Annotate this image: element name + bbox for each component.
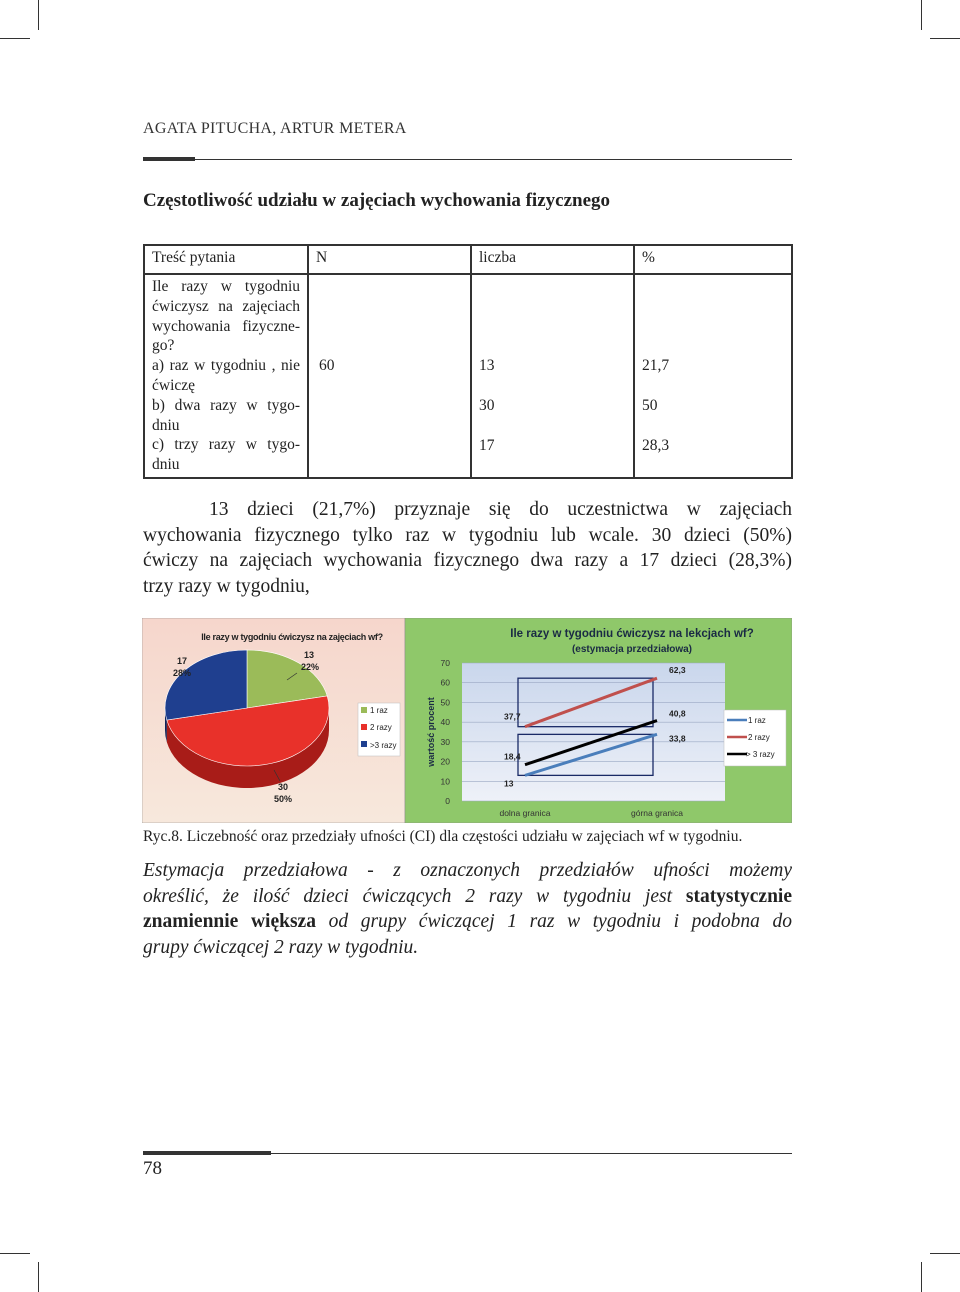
question-line: Ile razy w tygodniu bbox=[152, 278, 300, 295]
question-line: a) raz w tygodniu , nie bbox=[152, 357, 300, 375]
line-legend-label: 1 raz bbox=[748, 716, 766, 725]
pie-label: 13 bbox=[303, 650, 315, 660]
pie-label: 28% bbox=[172, 668, 192, 678]
y-tick-label: 30 bbox=[440, 736, 450, 747]
y-tick-label: 60 bbox=[440, 677, 450, 688]
percent-value: 50 bbox=[642, 396, 658, 414]
paragraph-line: wychowania fizycznego tylko raz w tygodniu lub wcale. 30 dzieci (50%) bbox=[143, 524, 792, 546]
estymacja-line: grupy ćwiczącej 2 razy w tygodniu. bbox=[143, 936, 419, 958]
estymacja-line bbox=[143, 884, 792, 910]
footer-rule bbox=[143, 1153, 792, 1154]
pie-label: 22% bbox=[300, 662, 320, 672]
crop-mark bbox=[930, 38, 960, 39]
crop-mark bbox=[930, 1253, 960, 1254]
y-axis-label: wartość procent bbox=[426, 697, 436, 767]
liczba-value: 30 bbox=[479, 396, 495, 414]
data-label: 18,4 bbox=[504, 751, 521, 762]
running-header: AGATA PITUCHA, ARTUR METERA bbox=[143, 120, 407, 137]
pie-legend-label: 2 razy bbox=[370, 723, 392, 732]
figure-charts bbox=[142, 618, 792, 823]
n-value: 60 bbox=[319, 357, 335, 374]
x-tick-label: górna granica bbox=[631, 808, 683, 818]
estymacja-bold: statystycznie bbox=[685, 885, 792, 907]
table-row bbox=[144, 274, 792, 478]
crop-mark bbox=[0, 1253, 30, 1254]
liczba-cell bbox=[471, 274, 634, 478]
crop-mark bbox=[38, 0, 39, 30]
crop-mark bbox=[0, 38, 30, 39]
pie-label: 17 bbox=[176, 656, 188, 666]
data-label: 40,8 bbox=[669, 708, 686, 719]
estymacja-paragraph bbox=[143, 858, 792, 960]
data-label: 62,3 bbox=[669, 665, 686, 676]
body-paragraph bbox=[143, 497, 792, 599]
paragraph-line: ćwiczy na zajęciach wychowania fizycznego dwa razy a 17 dzieci (28,3%) bbox=[143, 550, 792, 572]
pie-title: Ile razy w tygodniu ćwiczysz na zajęciach wf? bbox=[201, 632, 383, 642]
question-line: wychowania fizyczne- bbox=[152, 317, 300, 335]
figure-caption: Ryc.8. Liczebność oraz przedziały ufności (CI) dla częstości udziału w zajęciach wf w tygodniu. bbox=[143, 828, 743, 845]
data-label: 33,8 bbox=[669, 733, 686, 744]
survey-table bbox=[143, 244, 793, 479]
question-line: dniu bbox=[152, 416, 180, 434]
question-line: go? bbox=[152, 337, 175, 355]
pie-legend-label: >3 razy bbox=[370, 741, 397, 750]
data-label: 37,7 bbox=[504, 711, 521, 722]
table-header-row bbox=[144, 245, 792, 274]
crop-mark bbox=[921, 1262, 922, 1292]
y-tick-label: 70 bbox=[440, 658, 450, 668]
question-line: ćwiczę bbox=[152, 376, 196, 394]
pie-legend-swatch bbox=[361, 741, 367, 747]
pie-label: 30 bbox=[277, 782, 289, 792]
question-line: ćwiczysz na zajęciach bbox=[152, 297, 300, 315]
percent-value: 21,7 bbox=[642, 357, 670, 374]
percent-cell bbox=[634, 274, 792, 478]
y-tick-label: 10 bbox=[440, 776, 450, 787]
line-chart-subtitle: (estymacja przedziałowa) bbox=[571, 644, 693, 655]
line-legend-label: 2 razy bbox=[748, 733, 770, 742]
pie-legend-label: 1 raz bbox=[370, 706, 388, 715]
data-label: 13 bbox=[504, 778, 514, 789]
crop-mark bbox=[38, 1262, 39, 1292]
section-title: Częstotliwość udziału w zajęciach wychowania fizycznego bbox=[143, 190, 611, 211]
table-header-cell: liczba bbox=[471, 245, 634, 274]
question-line: c) trzy razy w tygo- bbox=[152, 436, 300, 454]
estymacja-text: od grupy ćwiczącej 1 raz w tygodniu i podobna do bbox=[328, 911, 793, 933]
x-tick-label: dolna granica bbox=[499, 808, 551, 818]
y-tick-label: 40 bbox=[440, 717, 450, 728]
y-tick-label: 0 bbox=[445, 796, 450, 806]
plot-area bbox=[462, 663, 725, 801]
y-tick-label: 20 bbox=[440, 756, 450, 767]
paragraph-line: 13 dzieci (21,7%) przyznaje się do uczestnictwa w zajęciach bbox=[209, 499, 792, 520]
table-header-cell: N bbox=[308, 245, 471, 274]
liczba-value: 17 bbox=[479, 436, 495, 454]
percent-value: 28,3 bbox=[642, 436, 670, 454]
estymacja-line: Estymacja przedziałowa - z oznaczonych przedziałów ufności możemy bbox=[143, 860, 792, 881]
paragraph-line: trzy razy w tygodniu, bbox=[143, 575, 310, 597]
question-line: dniu bbox=[152, 456, 180, 474]
crop-mark bbox=[921, 0, 922, 30]
line-chart-title: Ile razy w tygodniu ćwiczysz na lekcjach wf? bbox=[510, 628, 754, 640]
table-header-cell: Treść pytania bbox=[144, 245, 308, 274]
pie-legend-swatch bbox=[361, 724, 367, 730]
table-header-cell: % bbox=[634, 245, 792, 274]
estymacja-bold: znamiennie większa bbox=[143, 911, 316, 933]
y-tick-label: 50 bbox=[440, 697, 450, 708]
header-rule bbox=[143, 159, 792, 160]
liczba-value: 13 bbox=[479, 357, 495, 374]
line-legend-label: > 3 razy bbox=[746, 750, 775, 759]
question-cell bbox=[144, 274, 308, 478]
pie-legend-swatch bbox=[361, 707, 367, 713]
page-number: 78 bbox=[143, 1158, 162, 1179]
estymacja-line bbox=[143, 909, 792, 935]
pie-label: 50% bbox=[273, 794, 293, 804]
estymacja-text: określić, że ilość dzieci ćwiczących 2 razy w tygodniu jest bbox=[143, 885, 673, 907]
question-line: b) dwa razy w tygo- bbox=[152, 396, 300, 414]
n-cell bbox=[308, 274, 471, 478]
